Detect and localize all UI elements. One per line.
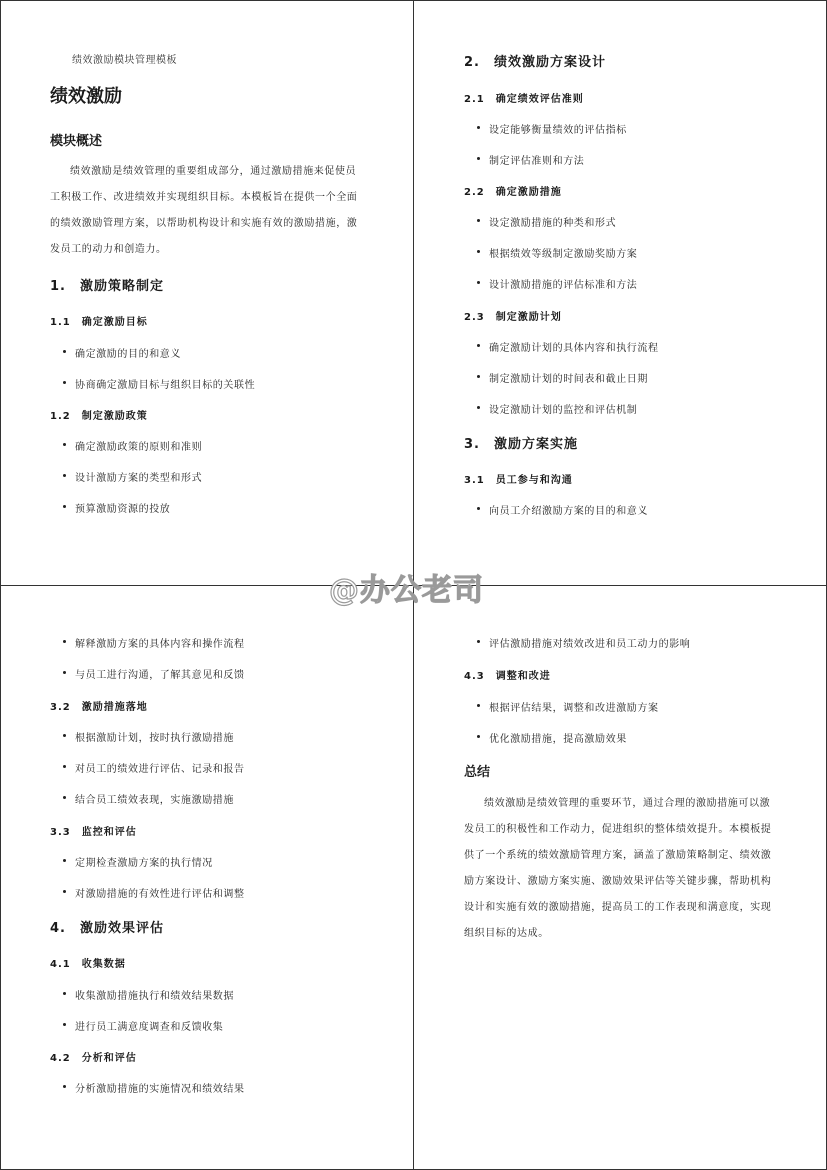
section-4-3-heading: 4.3 调整和改进	[464, 671, 551, 682]
list-item: 确定激励的目的和意义	[75, 345, 181, 360]
watermark: @办公老司	[329, 573, 484, 608]
list-item: 设计激励措施的评估标准和方法	[489, 276, 637, 291]
section-4-2-heading: 4.2 分析和评估	[50, 1053, 137, 1064]
list-item: 根据激励计划，按时执行激励措施	[75, 729, 234, 744]
list-item: 定期检查激励方案的执行情况	[75, 854, 213, 869]
bullet-icon	[477, 281, 480, 284]
bullet-icon	[477, 250, 480, 253]
bullet-icon	[63, 734, 66, 737]
overview-paragraph: 绩效激励是绩效管理的重要组成部分，通过激励措施来促使员工积极工作、改进绩效并实现组织目标。本模板旨在提供一个全面的绩效激励管理方案，以帮助机构设计和实施有效的激励措施，激发员工的动力和创造力。	[50, 166, 358, 255]
list-item: 解释激励方案的具体内容和操作流程	[75, 635, 245, 650]
list-item: 制定评估准则和方法	[489, 152, 584, 167]
overview-heading: 模块概述	[50, 134, 103, 149]
bullet-icon	[477, 375, 480, 378]
section-4-heading: 4. 激励效果评估	[50, 921, 164, 936]
list-item: 制定激励计划的时间表和截止日期	[489, 370, 648, 385]
list-item: 确定激励政策的原则和准则	[75, 438, 202, 453]
bullet-icon	[63, 890, 66, 893]
bullet-icon	[63, 381, 66, 384]
list-item: 优化激励措施，提高激励效果	[489, 730, 627, 745]
bullet-icon	[477, 344, 480, 347]
bullet-icon	[477, 219, 480, 222]
list-item: 进行员工满意度调查和反馈收集	[75, 1018, 223, 1033]
bullet-icon	[63, 350, 66, 353]
bullet-icon	[477, 507, 480, 510]
list-item: 预算激励资源的投放	[75, 500, 170, 515]
list-item: 根据绩效等级制定激励奖励方案	[489, 245, 637, 260]
section-2-1-heading: 2.1 确定绩效评估准则	[464, 94, 584, 105]
bullet-icon	[63, 443, 66, 446]
bullet-icon	[63, 765, 66, 768]
list-item: 根据评估结果，调整和改进激励方案	[489, 699, 659, 714]
list-item: 设定激励计划的监控和评估机制	[489, 401, 637, 416]
bullet-icon	[477, 126, 480, 129]
section-2-3-heading: 2.3 制定激励计划	[464, 312, 562, 323]
list-item: 设定能够衡量绩效的评估指标	[489, 121, 627, 136]
list-item: 评估激励措施对绩效改进和员工动力的影响	[489, 635, 690, 650]
bullet-icon	[63, 671, 66, 674]
bullet-icon	[63, 859, 66, 862]
section-2-2-heading: 2.2 确定激励措施	[464, 187, 562, 198]
list-item: 收集激励措施执行和绩效结果数据	[75, 987, 234, 1002]
list-item: 对激励措施的有效性进行评估和调整	[75, 885, 245, 900]
page-header: 绩效激励模块管理模板	[72, 55, 177, 66]
list-item: 与员工进行沟通，了解其意见和反馈	[75, 666, 245, 681]
document-title: 绩效激励	[50, 86, 122, 107]
section-2-heading: 2. 绩效激励方案设计	[464, 55, 606, 70]
list-item: 设定激励措施的种类和形式	[489, 214, 616, 229]
section-1-1-heading: 1.1 确定激励目标	[50, 317, 148, 328]
section-3-2-heading: 3.2 激励措施落地	[50, 702, 148, 713]
list-item: 对员工的绩效进行评估、记录和报告	[75, 760, 245, 775]
bullet-icon	[63, 474, 66, 477]
list-item: 确定激励计划的具体内容和执行流程	[489, 339, 659, 354]
list-item: 向员工介绍激励方案的目的和意义	[489, 502, 648, 517]
list-item: 协商确定激励目标与组织目标的关联性	[75, 376, 255, 391]
bullet-icon	[63, 640, 66, 643]
summary-heading: 总结	[464, 765, 491, 780]
bullet-icon	[477, 157, 480, 160]
list-item: 分析激励措施的实施情况和绩效结果	[75, 1080, 245, 1095]
bullet-icon	[477, 640, 480, 643]
bullet-icon	[63, 796, 66, 799]
section-3-3-heading: 3.3 监控和评估	[50, 827, 137, 838]
bullet-icon	[63, 1085, 66, 1088]
section-3-1-heading: 3.1 员工参与和沟通	[464, 475, 573, 486]
section-1-heading: 1. 激励策略制定	[50, 279, 164, 294]
section-3-heading: 3. 激励方案实施	[464, 437, 578, 452]
bullet-icon	[63, 1023, 66, 1026]
summary-paragraph: 绩效激励是绩效管理的重要环节，通过合理的激励措施可以激发员工的积极性和工作动力，促进组织的整体绩效提升。本模板提供了一个系统的绩效激励管理方案，涵盖了激励策略制定、绩效激励方案设计、激励方案实施、激励效果评估等关键步骤，帮助机构设计和实施有效的激励措施，提高员工的工作表现和满意度，实现组织目标的达成。	[464, 798, 772, 939]
bullet-icon	[63, 505, 66, 508]
bullet-icon	[477, 704, 480, 707]
bullet-icon	[63, 992, 66, 995]
bullet-icon	[477, 735, 480, 738]
list-item: 设计激励方案的类型和形式	[75, 469, 202, 484]
section-4-1-heading: 4.1 收集数据	[50, 959, 126, 970]
list-item: 结合员工绩效表现，实施激励措施	[75, 791, 234, 806]
bullet-icon	[477, 406, 480, 409]
section-1-2-heading: 1.2 制定激励政策	[50, 411, 148, 422]
